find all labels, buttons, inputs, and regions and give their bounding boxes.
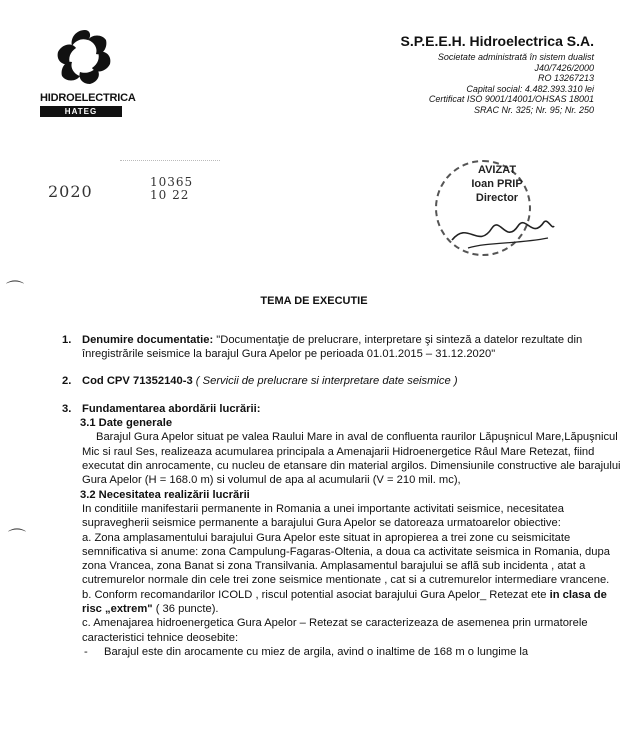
- section-label: Fundamentarea abordării lucrării:: [82, 402, 261, 415]
- section-number: 1.: [62, 334, 72, 346]
- registration-line: [120, 160, 220, 161]
- handwritten-day: 10 22: [150, 188, 190, 202]
- paragraph-c: c. Amenajarea hidroenergetica Gura Apelor – Retezat se caracterizeaza de asemenea prin urmatorele caracteristici tehnice deosebite:: [82, 617, 588, 644]
- company-line: RO 13267213: [537, 73, 594, 83]
- logo-name: HIDROELECTRICA: [40, 92, 136, 104]
- stamp-line: AVIZAT: [477, 164, 517, 176]
- signature-icon: [448, 200, 558, 255]
- section-1: [62, 333, 624, 362]
- paragraph: In conditiile manifestarii permanente in Romania a unei importante activitati seismice, necesitatea supravegherii seismice permanente a barajului Gura Apelor se datoreaza urmatoarelor obiective:: [82, 502, 564, 530]
- section-text: "Documentaţie de prelucrare, interpretare şi sinteză a datelor rezultate din înregistrările seismice la barajul Gura Apelor pe perioada 01.01.2015 – 31.12.2020": [82, 334, 583, 361]
- section-3: [62, 402, 624, 659]
- list-item: [82, 645, 624, 659]
- subsection-title: 3.2 Necesitatea realizării lucrării: [80, 488, 250, 501]
- section-number: 2.: [62, 374, 72, 387]
- company-line: J40/7426/2000: [534, 62, 594, 73]
- company-info: [401, 33, 594, 115]
- company-line: Certificat ISO 9001/14001/OHSAS 18001: [428, 94, 594, 104]
- section-label: Denumire documentatie:: [82, 334, 214, 346]
- list-dash: -: [84, 645, 88, 658]
- company-line: Societate administrată în sistem dualist: [437, 52, 594, 62]
- handwritten-reg-number: 10365: [150, 175, 194, 189]
- paragraph-b: [82, 588, 624, 617]
- company-name: S.P.E.E.H. Hidroelectrica S.A.: [400, 33, 594, 49]
- risk-class: in clasa de risc „extrem": [82, 588, 607, 616]
- document-title: TEMA DE EXECUTIE: [260, 295, 368, 307]
- paragraph-b-end: ( 36 puncte).: [152, 603, 219, 616]
- stamp-line: Director: [475, 192, 519, 204]
- subsection-title: 3.1 Date generale: [80, 417, 173, 430]
- paragraph-a: a. Zona amplasamentului barajului Gura Apelor este situat in apropierea a trei zone cu seismicitate semnificativa si anume: zona Campulung-Fagaras-Oltenia, a doua ca activitate seismica in Romania, dupa zona Vrancea, zona Banat si zona Transilvania. Amplasamentul barajului se află sub incidenta , atat a cutremurelor normale din cele trei zone seismice mentionate , cat si a cutremurelor intermediare vrancene.: [82, 531, 610, 587]
- handwritten-year: 2020: [48, 182, 93, 201]
- section-number: 3.: [62, 402, 72, 415]
- section-text: ( Servicii de prelucrare si interpretare date seismice ): [192, 374, 458, 387]
- paragraph-b-text: b. Conform recomandarilor ICOLD , riscul potential asociat barajului Gura Apelor_ Retezat ete: [82, 588, 550, 601]
- stamp-line: Ioan PRIP: [471, 178, 523, 190]
- document-body: [62, 333, 624, 659]
- stamp-text: [462, 163, 532, 205]
- company-line: Capital social: 4.482.393.310 lei: [466, 83, 594, 94]
- list-text: Barajul este din arocamente cu miez de argila, avind o inaltime de 168 m o lungime la: [104, 645, 529, 658]
- logo-branch: HATEG: [40, 106, 122, 117]
- hidroelectrica-logo-icon: [46, 26, 124, 90]
- margin-mark: ⌒: [6, 280, 24, 300]
- handwritten-number: [150, 176, 193, 202]
- margin-mark: ⌒: [8, 528, 26, 548]
- section-label: Cod CPV 71352140-3: [82, 374, 193, 387]
- section-2: [62, 374, 624, 388]
- company-line: SRAC Nr. 325; Nr. 95; Nr. 250: [473, 104, 594, 115]
- company-logo: [40, 26, 136, 117]
- paragraph: Barajul Gura Apelor situat pe valea Raului Mare in aval de confluenta raurilor Lăpuşnicul Mare,Lăpuşnicul Mic si raul Ses, realizeaza acumularea principala a Amenajarii Hidroenergetice Râul Mare Retezat, fiind executat din anrocamente, cu nucleu de etansare din material argilos. Dimensiunile constructive ale barajului Gura Apelor (H = 168.0 m) si volumul de apa al acumularii (V = 210 mil. mc),: [82, 431, 621, 487]
